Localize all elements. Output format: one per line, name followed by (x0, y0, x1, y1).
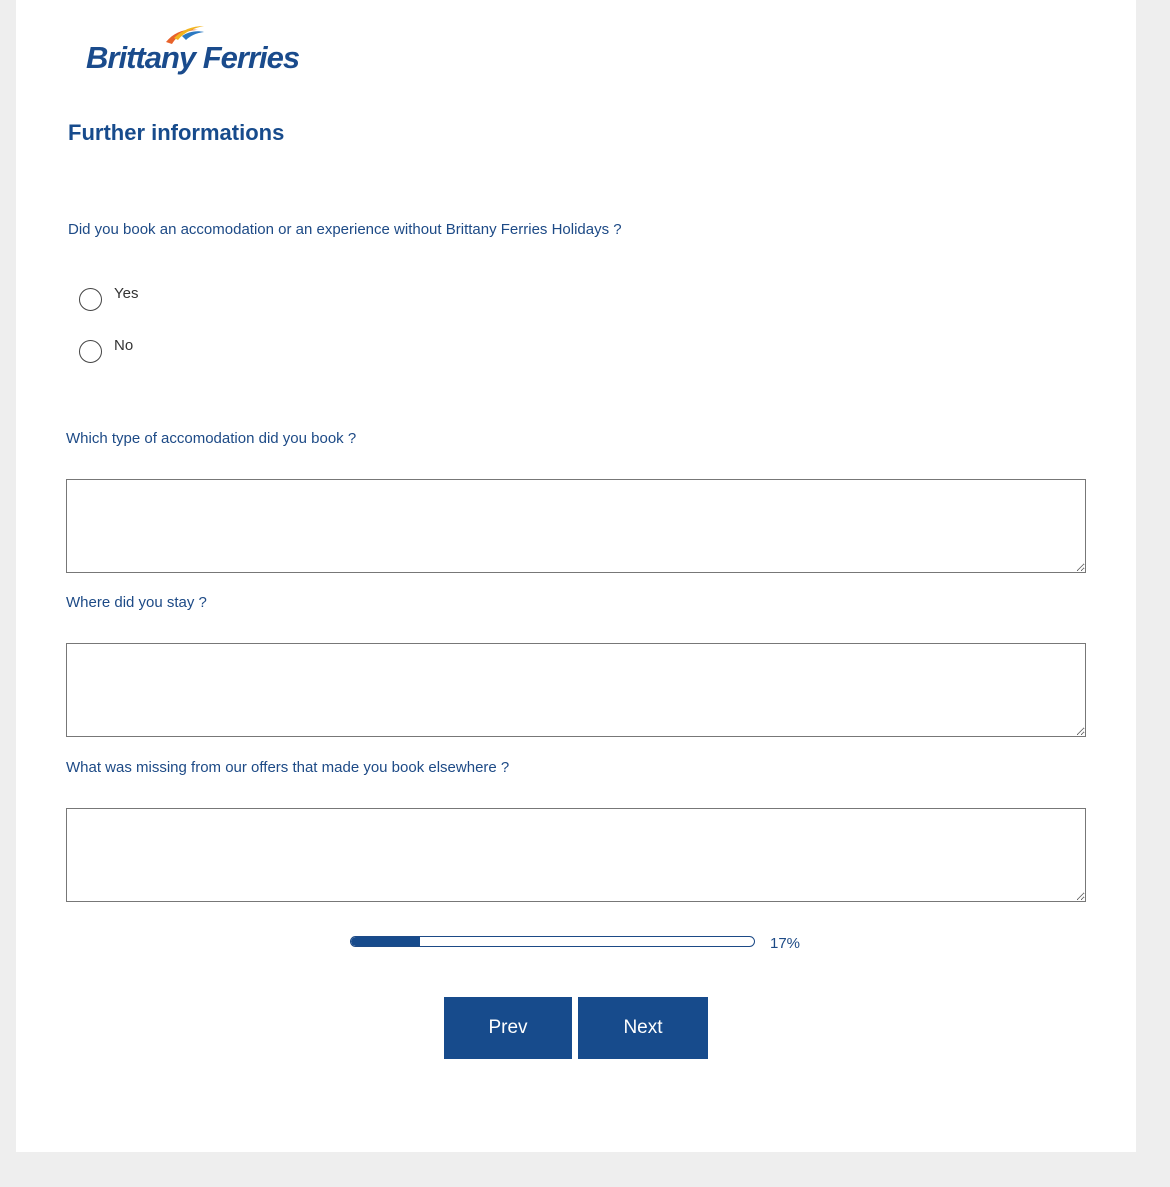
next-button[interactable]: Next (578, 997, 708, 1059)
question-what-missing: What was missing from our offers that made you book elsewhere ? (66, 759, 510, 776)
question-accommodation-without-holidays: Did you book an accomodation or an experience without Brittany Ferries Holidays ? (68, 221, 622, 238)
radio-label-no[interactable]: No (114, 337, 134, 354)
question-where-stay: Where did you stay ? (66, 594, 207, 611)
prev-button[interactable]: Prev (444, 997, 572, 1059)
where-stay-textarea[interactable] (66, 643, 1086, 737)
survey-card (16, 0, 1136, 1152)
what-missing-textarea[interactable] (66, 808, 1086, 902)
question-accommodation-type: Which type of accomodation did you book ? (66, 430, 357, 447)
page-title: Further informations (68, 120, 285, 145)
logo-text: Brittany Ferries (86, 40, 300, 75)
progress-bar-fill (351, 937, 420, 946)
radio-label-yes[interactable]: Yes (114, 285, 139, 302)
progress-percent: 17% (770, 935, 801, 952)
radio-circle-yes[interactable] (79, 288, 102, 311)
accommodation-type-textarea[interactable] (66, 479, 1086, 573)
progress-bar (350, 936, 755, 947)
brittany-ferries-logo (86, 20, 300, 80)
radio-circle-no[interactable] (79, 340, 102, 363)
